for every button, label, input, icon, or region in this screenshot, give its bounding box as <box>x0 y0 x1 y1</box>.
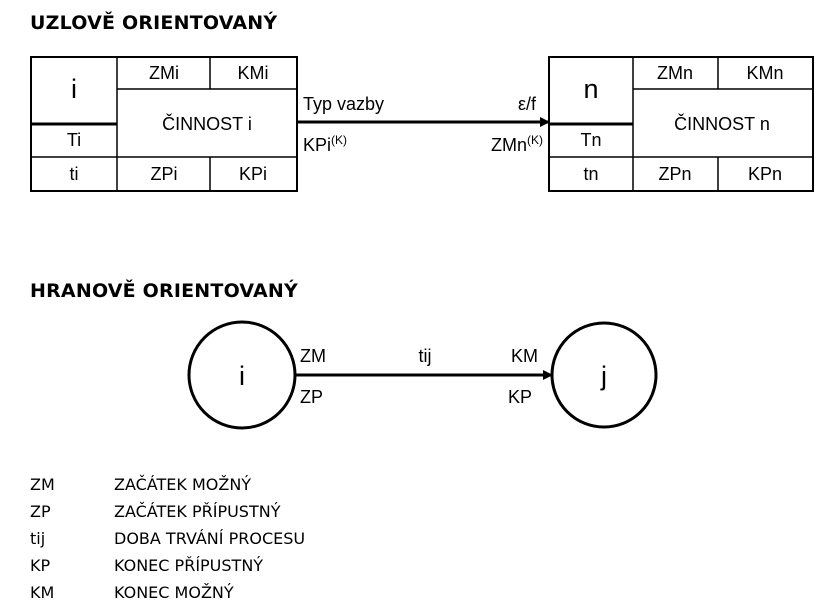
left-activity-node <box>31 57 297 191</box>
legend-desc: ZAČÁTEK MOŽNÝ <box>114 475 252 494</box>
right-node-kp: KPn <box>747 163 783 184</box>
left-node-t-lower: ti <box>69 163 79 184</box>
right-node-km: KMn <box>746 62 784 83</box>
left-node-kp: KPi <box>238 163 268 184</box>
left-node-id: i <box>71 74 77 105</box>
legend-desc: KONEC PŘÍPUSTNÝ <box>114 556 264 575</box>
edge-zm-label: ZM <box>300 346 326 366</box>
right-node-id: n <box>583 74 599 105</box>
edge-oriented-heading: HRANOVĚ ORIENTOVANÝ <box>30 280 298 302</box>
legend-abbr: KP <box>30 556 51 575</box>
right-node-t-upper: Tn <box>580 129 602 150</box>
edge-zp-label: ZP <box>300 387 324 407</box>
link-kp-sup: (K) <box>331 133 348 147</box>
legend-abbr: ZM <box>30 475 55 494</box>
legend-abbr: KM <box>30 583 55 602</box>
left-node-activity: ČINNOST i <box>162 113 252 134</box>
link-zm-label: ZMn <box>491 135 527 155</box>
edge-right-node-id: j <box>601 361 607 392</box>
legend-desc: KONEC MOŽNÝ <box>114 583 234 602</box>
right-activity-node <box>549 57 813 191</box>
right-node-activity: ČINNOST n <box>674 113 770 134</box>
node-oriented-heading: UZLOVĚ ORIENTOVANÝ <box>30 12 278 34</box>
edge-left-node-id: i <box>239 361 245 392</box>
edge-km-label: KM <box>511 346 538 366</box>
link-kp-label: KPi <box>303 135 332 155</box>
right-node-zm: ZMn <box>657 62 693 83</box>
legend-desc: ZAČÁTEK PŘÍPUSTNÝ <box>114 502 281 521</box>
edge-oriented-diagram <box>189 322 656 428</box>
link-ef-label: ε/f <box>517 94 536 114</box>
left-node-km: KMi <box>237 62 269 83</box>
node-link <box>297 94 549 155</box>
right-node-t-lower: tn <box>583 163 599 184</box>
link-kp-group <box>303 133 347 155</box>
left-node-t-upper: Ti <box>66 129 82 150</box>
link-zm-group <box>491 133 543 155</box>
edge-kp-label: KP <box>507 387 532 407</box>
edge-tij-label: tij <box>418 346 432 366</box>
left-node-zm: ZMi <box>149 62 179 83</box>
link-type-label: Typ vazby <box>303 94 385 114</box>
link-zm-sup: (K) <box>527 133 543 147</box>
legend-desc: DOBA TRVÁNÍ PROCESU <box>114 529 306 548</box>
right-node-zp: ZPn <box>658 163 692 184</box>
legend-abbr: ZP <box>30 502 51 521</box>
legend-abbr: tij <box>30 529 46 548</box>
left-node-zp: ZPi <box>150 163 178 184</box>
